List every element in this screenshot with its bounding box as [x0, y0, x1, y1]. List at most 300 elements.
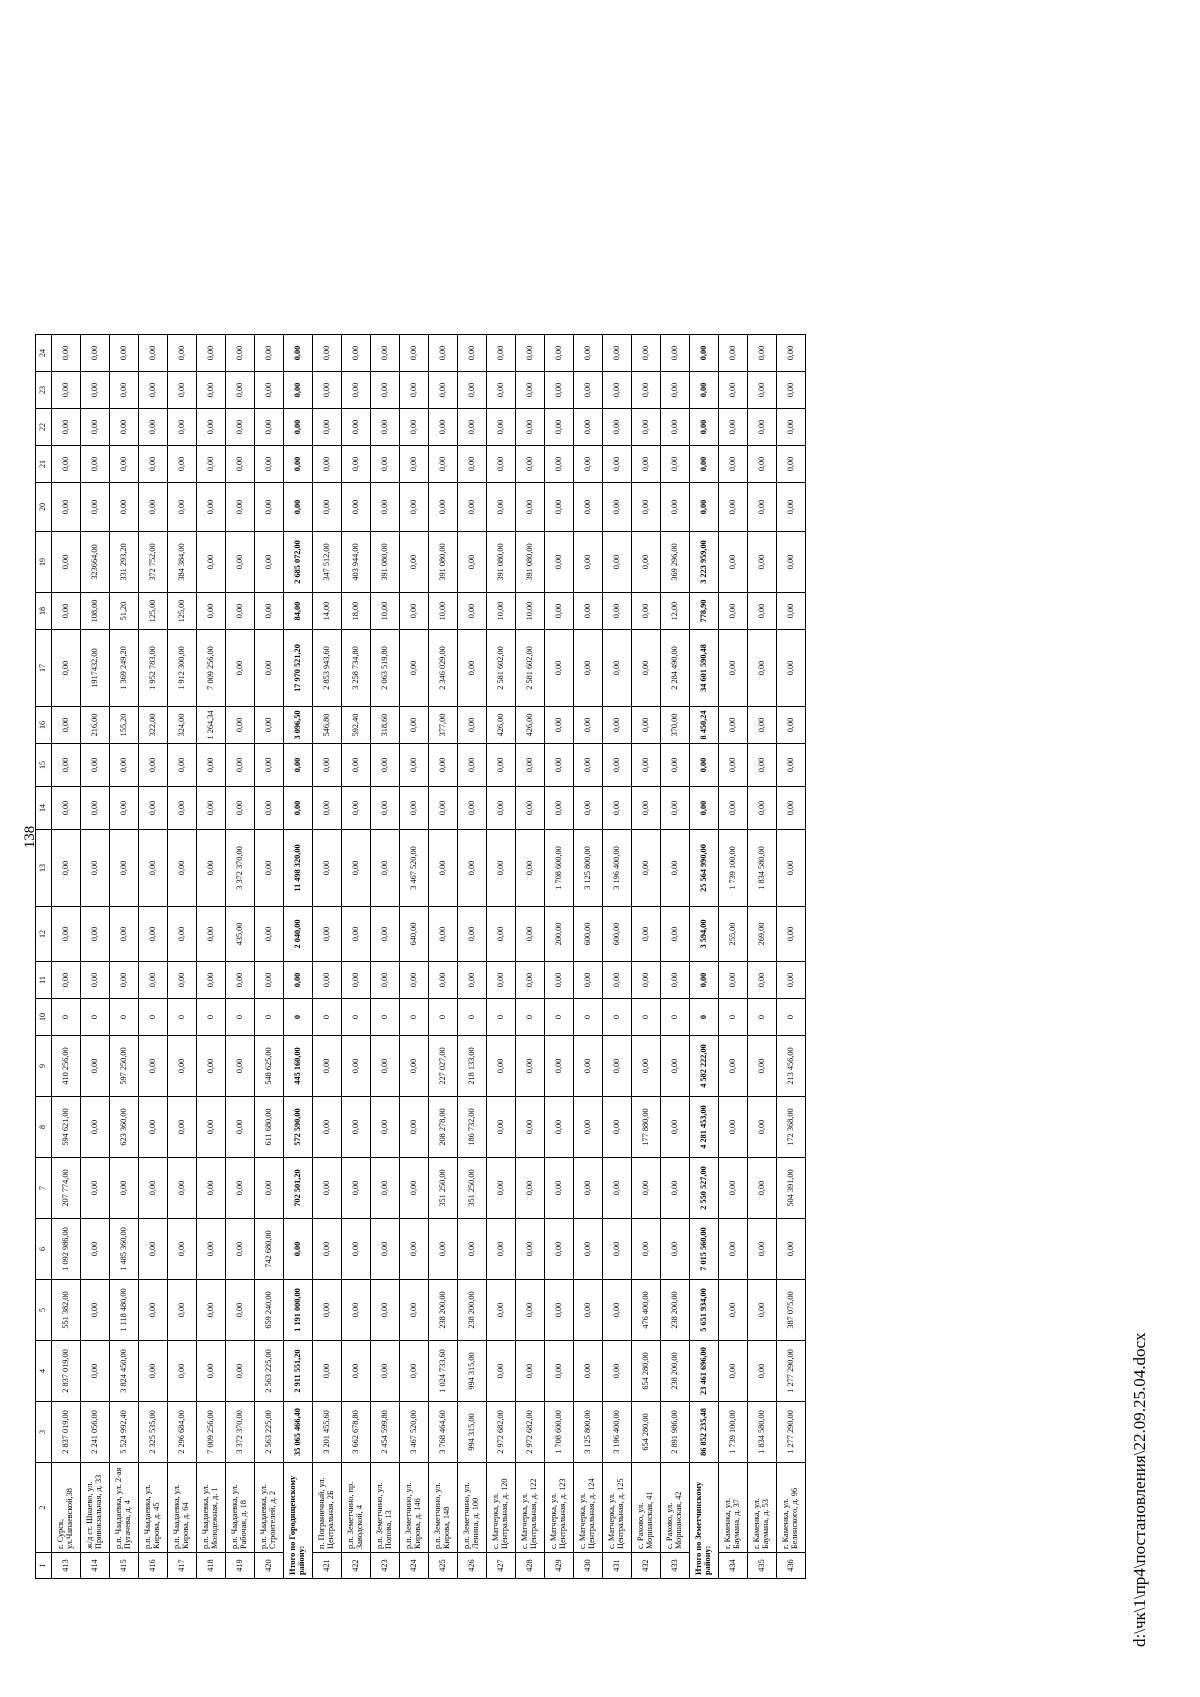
- row-number: 434: [719, 1553, 748, 1579]
- address-cell: р.п. Чаадаевка, ул. Молодежная, д. 1: [197, 1463, 226, 1553]
- value-cell: 0,00: [487, 483, 516, 532]
- value-cell: 2 454 599,80: [371, 1402, 400, 1463]
- value-cell: 3 196 400,00: [603, 1402, 632, 1463]
- value-cell: 0,00: [371, 1219, 400, 1280]
- table-row: [661, 335, 690, 1579]
- value-cell: 0,00: [342, 907, 371, 962]
- table-row: [197, 335, 226, 1579]
- value-cell: 0,00: [81, 1219, 110, 1280]
- value-cell: 0,00: [719, 335, 748, 372]
- value-cell: 0,00: [342, 962, 371, 999]
- value-cell: 86 852 235,48: [690, 1402, 719, 1463]
- value-cell: 0,00: [603, 707, 632, 744]
- value-cell: 0,00: [748, 744, 777, 787]
- value-cell: 0,00: [458, 409, 487, 446]
- value-cell: 0,00: [342, 1219, 371, 1280]
- value-cell: 391 080,00: [429, 532, 458, 593]
- row-number: 427: [487, 1553, 516, 1579]
- value-cell: 0,00: [777, 409, 806, 446]
- table-row: [226, 335, 255, 1579]
- value-cell: 0,00: [487, 1219, 516, 1280]
- value-cell: 207 774,00: [52, 1158, 81, 1219]
- value-cell: 0,00: [777, 1219, 806, 1280]
- value-cell: 0,00: [197, 446, 226, 483]
- value-cell: 0,00: [255, 630, 284, 707]
- value-cell: 0: [52, 999, 81, 1036]
- value-cell: 0,00: [661, 907, 690, 962]
- value-cell: 0,00: [313, 1341, 342, 1402]
- value-cell: 0,00: [545, 372, 574, 409]
- value-cell: 778,90: [690, 593, 719, 630]
- value-cell: 0,00: [110, 1158, 139, 1219]
- address-cell: р.п. Земетчино, ул. Ленина, д. 100: [458, 1463, 487, 1553]
- value-cell: 0,00: [226, 1097, 255, 1158]
- column-number: 10: [36, 999, 52, 1036]
- value-cell: 172 368,00: [777, 1097, 806, 1158]
- value-cell: 0,00: [52, 962, 81, 999]
- value-cell: 0,00: [748, 483, 777, 532]
- value-cell: 594 621,00: [52, 1097, 81, 1158]
- value-cell: 0,00: [197, 787, 226, 830]
- value-cell: 7 015 560,00: [690, 1219, 719, 1280]
- value-cell: 546,80: [313, 707, 342, 744]
- value-cell: 0,00: [574, 1219, 603, 1280]
- address-cell: г. Каменка, ул. Баумана, д. 53: [748, 1463, 777, 1553]
- value-cell: 0,00: [342, 1280, 371, 1341]
- value-cell: 0,00: [487, 907, 516, 962]
- value-cell: 0,00: [748, 446, 777, 483]
- row-number: 435: [748, 1553, 777, 1579]
- value-cell: 0,00: [255, 483, 284, 532]
- value-cell: 0: [516, 999, 545, 1036]
- value-cell: 0,00: [487, 787, 516, 830]
- column-number: 3: [36, 1402, 52, 1463]
- value-cell: 0,00: [81, 1280, 110, 1341]
- value-cell: 0,00: [226, 1280, 255, 1341]
- value-cell: 0,00: [400, 446, 429, 483]
- value-cell: 12,00: [661, 593, 690, 630]
- value-cell: 0,00: [545, 593, 574, 630]
- value-cell: 0,00: [516, 1341, 545, 1402]
- value-cell: 0,00: [516, 335, 545, 372]
- value-cell: 8 450,24: [690, 707, 719, 744]
- value-cell: 0,00: [574, 532, 603, 593]
- value-cell: 238 200,00: [429, 1280, 458, 1341]
- value-cell: 0,00: [458, 787, 487, 830]
- value-cell: 0,00: [632, 1158, 661, 1219]
- value-cell: 0,00: [429, 962, 458, 999]
- value-cell: 0,00: [81, 1341, 110, 1402]
- value-cell: 0,00: [719, 630, 748, 707]
- address-cell: р.п. Земетчино, ул. Кирова, 148: [429, 1463, 458, 1553]
- value-cell: 597 250,00: [110, 1036, 139, 1097]
- value-cell: 0,00: [52, 483, 81, 532]
- value-cell: 318,60: [371, 707, 400, 744]
- value-cell: 0,00: [661, 335, 690, 372]
- value-cell: 0,00: [400, 962, 429, 999]
- value-cell: 0,00: [777, 372, 806, 409]
- value-cell: 0,00: [516, 1097, 545, 1158]
- value-cell: 2 853 943,60: [313, 630, 342, 707]
- value-cell: 0: [661, 999, 690, 1036]
- value-cell: 0,00: [516, 1219, 545, 1280]
- value-cell: 0,00: [197, 409, 226, 446]
- value-cell: 200,00: [545, 907, 574, 962]
- value-cell: 0,00: [574, 593, 603, 630]
- address-cell: с. Рахово, ул. Моршанская, 42: [661, 1463, 690, 1553]
- value-cell: 3 467 520,00: [400, 1402, 429, 1463]
- value-cell: 0,00: [371, 1036, 400, 1097]
- value-cell: 0,00: [458, 907, 487, 962]
- value-cell: 0,00: [400, 483, 429, 532]
- value-cell: 0,00: [545, 1219, 574, 1280]
- table-row: [458, 335, 487, 1579]
- value-cell: 351 250,00: [458, 1158, 487, 1219]
- table-row: [168, 335, 197, 1579]
- value-cell: 600,00: [574, 907, 603, 962]
- value-cell: 0,00: [719, 483, 748, 532]
- address-cell: р.п. Чаадаевка, ул. Рабочая, д. 18: [226, 1463, 255, 1553]
- value-cell: 347 512,00: [313, 532, 342, 593]
- value-cell: 0,00: [429, 744, 458, 787]
- value-cell: 0,00: [632, 907, 661, 962]
- value-cell: 0,00: [545, 630, 574, 707]
- value-cell: 0,00: [574, 483, 603, 532]
- value-cell: 0,00: [371, 787, 400, 830]
- value-cell: 0,00: [197, 907, 226, 962]
- value-cell: 1 708 600,00: [545, 830, 574, 907]
- address-cell: п. Пограничный, ул. Центральная, 2Б: [313, 1463, 342, 1553]
- value-cell: 0,00: [197, 483, 226, 532]
- value-cell: 0,00: [52, 335, 81, 372]
- column-number: 6: [36, 1219, 52, 1280]
- value-cell: 1 024 733,60: [429, 1341, 458, 1402]
- value-cell: 0,00: [400, 335, 429, 372]
- value-cell: 0,00: [342, 483, 371, 532]
- value-cell: 1 092 986,00: [52, 1219, 81, 1280]
- value-cell: 0,00: [661, 1036, 690, 1097]
- value-cell: 10,00: [371, 593, 400, 630]
- value-cell: 0,00: [748, 1280, 777, 1341]
- value-cell: 0,00: [226, 1341, 255, 1402]
- value-cell: 0,00: [429, 409, 458, 446]
- value-cell: 0,00: [197, 593, 226, 630]
- table-header-row: [36, 335, 52, 1579]
- value-cell: 2 241 056,00: [81, 1402, 110, 1463]
- value-cell: 0: [632, 999, 661, 1036]
- value-cell: 11 498 320,00: [284, 830, 313, 907]
- value-cell: 0,00: [632, 409, 661, 446]
- value-cell: 0,00: [458, 446, 487, 483]
- value-cell: 0,00: [719, 1158, 748, 1219]
- value-cell: 0,00: [139, 907, 168, 962]
- table-row: [487, 335, 516, 1579]
- value-cell: 0,00: [574, 744, 603, 787]
- value-cell: 2 837 019,00: [52, 1402, 81, 1463]
- value-cell: 1 277 290,00: [777, 1402, 806, 1463]
- value-cell: 403 944,00: [342, 532, 371, 593]
- value-cell: 238 200,00: [661, 1280, 690, 1341]
- value-cell: 0,00: [458, 593, 487, 630]
- value-cell: 0,00: [139, 830, 168, 907]
- value-cell: 0,00: [342, 372, 371, 409]
- row-number: 432: [632, 1553, 661, 1579]
- column-number: 19: [36, 532, 52, 593]
- value-cell: 0,00: [516, 962, 545, 999]
- value-cell: 0,00: [313, 335, 342, 372]
- value-cell: 2 891 986,00: [661, 1402, 690, 1463]
- value-cell: 0,00: [545, 409, 574, 446]
- row-number: 424: [400, 1553, 429, 1579]
- value-cell: 548 625,00: [255, 1036, 284, 1097]
- column-number: 5: [36, 1280, 52, 1341]
- value-cell: 0: [110, 999, 139, 1036]
- value-cell: 0,00: [487, 372, 516, 409]
- value-cell: 0,00: [632, 335, 661, 372]
- value-cell: 0,00: [371, 446, 400, 483]
- value-cell: 0: [777, 999, 806, 1036]
- column-number: 13: [36, 830, 52, 907]
- value-cell: 0,00: [110, 830, 139, 907]
- column-number: 20: [36, 483, 52, 532]
- value-cell: 1 118 480,00: [110, 1280, 139, 1341]
- value-cell: 0,00: [226, 630, 255, 707]
- value-cell: 0,00: [255, 830, 284, 907]
- value-cell: 10,00: [487, 593, 516, 630]
- value-cell: 208 278,00: [429, 1097, 458, 1158]
- value-cell: 0,00: [226, 962, 255, 999]
- value-cell: 2 296 684,00: [168, 1402, 197, 1463]
- value-cell: 1 264,34: [197, 707, 226, 744]
- value-cell: 0,00: [748, 1219, 777, 1280]
- value-cell: 0,00: [429, 446, 458, 483]
- value-cell: 654 280,00: [632, 1341, 661, 1402]
- value-cell: 0,00: [516, 372, 545, 409]
- address-cell: г. Каменка, ул. Белинского, д. 96: [777, 1463, 806, 1553]
- column-number: 16: [36, 707, 52, 744]
- value-cell: 0,00: [574, 1036, 603, 1097]
- value-cell: 0,00: [255, 532, 284, 593]
- address-cell: г. Каменка, ул. Бауманa, д. 37: [719, 1463, 748, 1553]
- value-cell: 0,00: [52, 707, 81, 744]
- value-cell: 0,00: [226, 335, 255, 372]
- value-cell: 2 550 527,00: [690, 1158, 719, 1219]
- value-cell: 0,00: [81, 1097, 110, 1158]
- data-table: [35, 334, 806, 1579]
- value-cell: 572 590,00: [284, 1097, 313, 1158]
- value-cell: 0,00: [52, 787, 81, 830]
- value-cell: 0: [226, 999, 255, 1036]
- value-cell: 3 824 450,00: [110, 1341, 139, 1402]
- value-cell: 14,00: [313, 593, 342, 630]
- value-cell: 0,00: [458, 707, 487, 744]
- value-cell: 0,00: [603, 372, 632, 409]
- table-row: [371, 335, 400, 1579]
- value-cell: 0,00: [226, 1219, 255, 1280]
- value-cell: 0,00: [603, 744, 632, 787]
- value-cell: 2 972 682,00: [516, 1402, 545, 1463]
- value-cell: 0,00: [168, 1097, 197, 1158]
- value-cell: 0,00: [139, 335, 168, 372]
- value-cell: 0,00: [458, 630, 487, 707]
- value-cell: 0,00: [168, 335, 197, 372]
- value-cell: 391 080,00: [371, 532, 400, 593]
- value-cell: 0,00: [168, 1036, 197, 1097]
- address-cell: р.п. Чаадаевка, ул. Кирова, д. 64: [168, 1463, 197, 1553]
- value-cell: 4 582 222,00: [690, 1036, 719, 1097]
- value-cell: 0: [719, 999, 748, 1036]
- value-cell: 0,00: [81, 1158, 110, 1219]
- value-cell: 640,00: [400, 907, 429, 962]
- value-cell: 0,00: [574, 962, 603, 999]
- value-cell: 0,00: [81, 962, 110, 999]
- value-cell: 0,00: [487, 1036, 516, 1097]
- value-cell: 0,00: [255, 446, 284, 483]
- value-cell: 0,00: [661, 744, 690, 787]
- table-row: [719, 335, 748, 1579]
- value-cell: 0,00: [168, 830, 197, 907]
- value-cell: 0,00: [52, 630, 81, 707]
- address-cell: с. Матчерка, ул. Центральная, д. 124: [574, 1463, 603, 1553]
- value-cell: 0,00: [197, 744, 226, 787]
- column-number: 17: [36, 630, 52, 707]
- value-cell: 0,00: [690, 446, 719, 483]
- value-cell: 0,00: [748, 532, 777, 593]
- value-cell: 2 581 602,00: [487, 630, 516, 707]
- value-cell: 0,00: [168, 1158, 197, 1219]
- value-cell: 0,00: [777, 830, 806, 907]
- value-cell: 0,00: [400, 1280, 429, 1341]
- value-cell: 2 911 551,20: [284, 1341, 313, 1402]
- value-cell: 0,00: [400, 1219, 429, 1280]
- value-cell: 0,00: [255, 372, 284, 409]
- value-cell: 155,20: [110, 707, 139, 744]
- value-cell: 623 360,00: [110, 1097, 139, 1158]
- value-cell: 0,00: [487, 962, 516, 999]
- value-cell: 0,00: [545, 744, 574, 787]
- value-cell: 238 200,00: [661, 1341, 690, 1402]
- value-cell: 0,00: [197, 1036, 226, 1097]
- value-cell: 0,00: [371, 1158, 400, 1219]
- value-cell: 0,00: [487, 409, 516, 446]
- value-cell: 0,00: [661, 962, 690, 999]
- value-cell: 3 594,00: [690, 907, 719, 962]
- value-cell: 0: [313, 999, 342, 1036]
- value-cell: 0,00: [168, 409, 197, 446]
- value-cell: 0,00: [81, 335, 110, 372]
- value-cell: 3 223 959,00: [690, 532, 719, 593]
- value-cell: 0,00: [139, 446, 168, 483]
- value-cell: 0,00: [545, 787, 574, 830]
- table-row: [748, 335, 777, 1579]
- value-cell: 0,00: [458, 335, 487, 372]
- value-cell: 2 581 602,00: [516, 630, 545, 707]
- row-number: 418: [197, 1553, 226, 1579]
- value-cell: 0,00: [777, 532, 806, 593]
- value-cell: 0,00: [516, 830, 545, 907]
- value-cell: 0,00: [139, 962, 168, 999]
- value-cell: 0,00: [110, 446, 139, 483]
- value-cell: 331 293,20: [110, 532, 139, 593]
- value-cell: 0,00: [719, 962, 748, 999]
- value-cell: 0,00: [226, 372, 255, 409]
- value-cell: 0: [168, 999, 197, 1036]
- value-cell: 0,00: [777, 483, 806, 532]
- value-cell: 0,00: [603, 1280, 632, 1341]
- value-cell: 0,00: [632, 787, 661, 830]
- value-cell: 0,00: [603, 1036, 632, 1097]
- row-number: 423: [371, 1553, 400, 1579]
- value-cell: 994 315,00: [458, 1402, 487, 1463]
- value-cell: 0: [400, 999, 429, 1036]
- value-cell: 0,00: [284, 787, 313, 830]
- value-cell: 0,00: [284, 446, 313, 483]
- value-cell: 0,00: [313, 830, 342, 907]
- value-cell: 3 258 734,80: [342, 630, 371, 707]
- value-cell: 0,00: [255, 335, 284, 372]
- value-cell: 5 651 934,00: [690, 1280, 719, 1341]
- value-cell: 1 912 300,00: [168, 630, 197, 707]
- value-cell: 0: [255, 999, 284, 1036]
- value-cell: 592,40: [342, 707, 371, 744]
- value-cell: 0,00: [632, 1036, 661, 1097]
- value-cell: 391 080,00: [487, 532, 516, 593]
- value-cell: 0,00: [748, 593, 777, 630]
- value-cell: 51,20: [110, 593, 139, 630]
- value-cell: 0,00: [255, 707, 284, 744]
- value-cell: 0,00: [226, 446, 255, 483]
- value-cell: 0,00: [400, 532, 429, 593]
- value-cell: 3 096,50: [284, 707, 313, 744]
- value-cell: 0,00: [777, 630, 806, 707]
- value-cell: 0,00: [284, 1219, 313, 1280]
- value-cell: 0,00: [371, 409, 400, 446]
- value-cell: 0,00: [690, 409, 719, 446]
- value-cell: 0,00: [342, 830, 371, 907]
- value-cell: 0,00: [632, 707, 661, 744]
- column-number: 7: [36, 1158, 52, 1219]
- value-cell: 0,00: [719, 1280, 748, 1341]
- value-cell: 0,00: [545, 1158, 574, 1219]
- value-cell: 0,00: [748, 372, 777, 409]
- value-cell: 0,00: [313, 483, 342, 532]
- value-cell: 1 739 100,00: [719, 1402, 748, 1463]
- value-cell: 0,00: [52, 830, 81, 907]
- value-cell: 322,00: [139, 707, 168, 744]
- value-cell: 0,00: [429, 483, 458, 532]
- value-cell: 0,00: [371, 907, 400, 962]
- value-cell: 0,00: [168, 787, 197, 830]
- value-cell: 476 400,00: [632, 1280, 661, 1341]
- value-cell: 0,00: [52, 907, 81, 962]
- value-cell: 0,00: [719, 1097, 748, 1158]
- value-cell: 0,00: [545, 1341, 574, 1402]
- value-cell: 0,00: [197, 830, 226, 907]
- value-cell: 0,00: [400, 1097, 429, 1158]
- value-cell: 0,00: [168, 446, 197, 483]
- value-cell: 3 662 678,80: [342, 1402, 371, 1463]
- value-cell: 0,00: [661, 409, 690, 446]
- value-cell: 10,00: [516, 593, 545, 630]
- value-cell: 0,00: [661, 1219, 690, 1280]
- value-cell: 0,00: [487, 1158, 516, 1219]
- value-cell: 3 372 370,00: [226, 830, 255, 907]
- table-row: [632, 335, 661, 1579]
- value-cell: 35 065 466,40: [284, 1402, 313, 1463]
- value-cell: 0,00: [52, 409, 81, 446]
- address-cell: р.п. Чаадаевка, ул. Кирова, д. 45: [139, 1463, 168, 1553]
- value-cell: 0,00: [429, 907, 458, 962]
